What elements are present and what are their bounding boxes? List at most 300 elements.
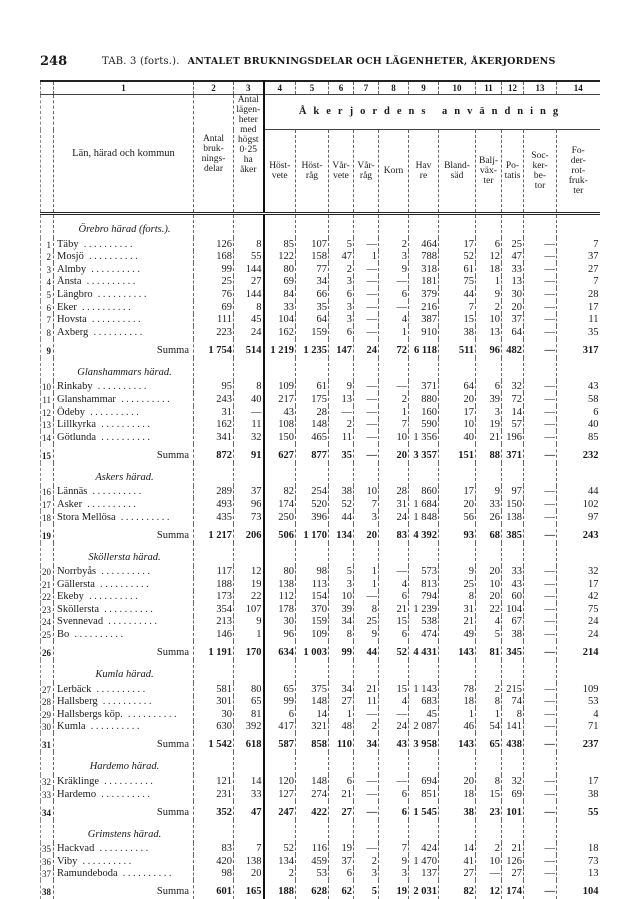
value-cell: 120: [264, 775, 296, 788]
value-cell: 4: [379, 314, 409, 327]
value-cell: 21: [502, 843, 524, 856]
value-cell: 27: [557, 263, 600, 276]
value-cell: 24: [379, 511, 409, 524]
value-cell: 101: [502, 801, 524, 820]
value-cell: 223: [194, 326, 234, 339]
district-heading: Askers härad.: [54, 463, 194, 486]
value-cell: 96: [234, 498, 264, 511]
value-cell: 47: [329, 251, 354, 264]
value-cell: [409, 214, 439, 239]
value-cell: 8: [439, 591, 476, 604]
value-cell: [524, 358, 557, 381]
value-cell: 34: [329, 616, 354, 629]
value-cell: 5: [329, 566, 354, 579]
value-cell: —: [524, 288, 557, 301]
value-cell: 1: [354, 566, 379, 579]
value-cell: [264, 358, 296, 381]
value-cell: 138: [502, 511, 524, 524]
value-cell: 102: [557, 498, 600, 511]
value-cell: [502, 463, 524, 486]
value-cell: [329, 660, 354, 683]
value-cell: 77: [296, 263, 329, 276]
value-cell: [409, 752, 439, 775]
subheader-cell: Balj- väx- ter: [476, 130, 502, 214]
value-cell: 4 392: [409, 524, 439, 543]
value-cell: 514: [234, 339, 264, 358]
value-cell: 88: [476, 444, 502, 463]
value-cell: 8: [329, 628, 354, 641]
value-cell: 4 431: [409, 641, 439, 660]
value-cell: 10: [476, 855, 502, 868]
value-cell: [409, 358, 439, 381]
value-cell: 1 848: [409, 511, 439, 524]
value-cell: [354, 820, 379, 843]
value-cell: [502, 752, 524, 775]
subheader-cell: Höst- vete: [264, 130, 296, 214]
value-cell: 27: [234, 276, 264, 289]
municipality-label: Längbro: [57, 288, 93, 300]
value-cell: 1 356: [409, 431, 439, 444]
value-cell: —: [524, 419, 557, 432]
row-number: 35: [41, 843, 54, 856]
value-cell: 148: [296, 775, 329, 788]
value-cell: 150: [264, 431, 296, 444]
column-number: 2: [194, 81, 234, 95]
value-cell: 7: [439, 301, 476, 314]
table-row: [41, 775, 600, 788]
value-cell: [194, 358, 234, 381]
table-row: [41, 868, 600, 881]
value-cell: —: [329, 406, 354, 419]
district-heading: Hardemo härad.: [54, 752, 194, 775]
row-number: 27: [41, 683, 54, 696]
value-cell: 3: [379, 251, 409, 264]
value-cell: —: [524, 339, 557, 358]
value-cell: —: [524, 511, 557, 524]
table-title-text: ANTALET BRUKNINGSDELAR OCH LÄGENHETER, ÅKERJORDENS: [187, 56, 556, 67]
value-cell: [476, 463, 502, 486]
value-cell: 78: [439, 683, 476, 696]
value-cell: —: [524, 566, 557, 579]
value-cell: 10: [476, 578, 502, 591]
value-cell: —: [524, 238, 557, 251]
value-cell: 880: [409, 393, 439, 406]
column-number: 6: [329, 81, 354, 95]
value-cell: 18: [439, 696, 476, 709]
value-cell: 21: [329, 788, 354, 801]
value-cell: 52: [439, 251, 476, 264]
value-cell: 32: [502, 381, 524, 394]
value-cell: 206: [234, 524, 264, 543]
table-row: [41, 683, 600, 696]
column-number: 7: [354, 81, 379, 95]
value-cell: 20: [379, 444, 409, 463]
subheader-cell: Korn: [379, 130, 409, 214]
value-cell: 174: [502, 880, 524, 899]
value-cell: [557, 820, 600, 843]
value-cell: 34: [296, 276, 329, 289]
value-cell: 19: [234, 578, 264, 591]
value-cell: [557, 358, 600, 381]
value-cell: 96: [476, 339, 502, 358]
value-cell: [502, 820, 524, 843]
value-cell: 14: [234, 775, 264, 788]
municipality-label: Rinkaby: [57, 381, 93, 393]
row-number: [41, 660, 54, 683]
value-cell: 438: [502, 733, 524, 752]
municipality-label: Kräklinge: [57, 776, 99, 788]
value-cell: —: [524, 431, 557, 444]
municipality-label: Götlunda: [57, 431, 97, 443]
value-cell: 160: [409, 406, 439, 419]
value-cell: 40: [557, 419, 600, 432]
value-cell: —: [354, 788, 379, 801]
value-cell: 1 754: [194, 339, 234, 358]
value-cell: [264, 214, 296, 239]
value-cell: 67: [502, 616, 524, 629]
value-cell: 385: [502, 524, 524, 543]
value-cell: 17: [439, 486, 476, 499]
value-cell: 64: [502, 326, 524, 339]
leader-dots: ..........: [96, 419, 153, 431]
value-cell: [354, 660, 379, 683]
row-number: 8: [41, 326, 54, 339]
value-cell: 216: [409, 301, 439, 314]
value-cell: 9: [476, 288, 502, 301]
table-row: [41, 301, 600, 314]
value-cell: 5: [476, 628, 502, 641]
leader-dots: ..........: [76, 301, 134, 313]
value-cell: 21: [354, 683, 379, 696]
value-cell: 17: [439, 238, 476, 251]
value-cell: 1: [379, 326, 409, 339]
value-cell: 144: [234, 288, 264, 301]
value-cell: 83: [379, 524, 409, 543]
row-number: 12: [41, 406, 54, 419]
value-cell: [524, 463, 557, 486]
value-cell: 341: [194, 431, 234, 444]
value-cell: 10: [379, 431, 409, 444]
municipality-name: [54, 288, 194, 301]
row-number: 22: [41, 591, 54, 604]
value-cell: 13: [476, 326, 502, 339]
value-cell: 3: [354, 868, 379, 881]
leader-dots: ..........: [87, 486, 144, 498]
value-cell: 44: [557, 486, 600, 499]
column-number: 8: [379, 81, 409, 95]
value-cell: 80: [264, 566, 296, 579]
value-cell: [557, 214, 600, 239]
municipality-label: Asker: [57, 498, 83, 510]
value-cell: 38: [502, 628, 524, 641]
value-cell: 52: [379, 641, 409, 660]
value-cell: [264, 752, 296, 775]
value-cell: 587: [264, 733, 296, 752]
value-cell: [194, 214, 234, 239]
value-cell: 794: [409, 591, 439, 604]
value-cell: [524, 543, 557, 566]
value-cell: 134: [264, 855, 296, 868]
municipality-label: Axberg: [57, 326, 89, 338]
value-cell: 39: [476, 393, 502, 406]
value-cell: 20: [476, 566, 502, 579]
value-cell: [329, 820, 354, 843]
value-cell: —: [524, 801, 557, 820]
value-cell: 95: [194, 381, 234, 394]
value-cell: 45: [409, 708, 439, 721]
value-cell: 126: [502, 855, 524, 868]
value-cell: —: [354, 276, 379, 289]
value-cell: 6: [329, 868, 354, 881]
table-row: [41, 326, 600, 339]
row-number: 31: [41, 733, 54, 752]
value-cell: 43: [557, 381, 600, 394]
value-cell: 422: [296, 801, 329, 820]
column-number: 13: [524, 81, 557, 95]
value-cell: 396: [296, 511, 329, 524]
value-cell: 14: [439, 843, 476, 856]
row-number: [41, 752, 54, 775]
value-cell: 274: [296, 788, 329, 801]
row-number: 13: [41, 419, 54, 432]
leader-dots: ..........: [81, 276, 138, 288]
value-cell: 464: [409, 238, 439, 251]
value-cell: 493: [194, 498, 234, 511]
value-cell: 20: [439, 498, 476, 511]
municipality-name: [54, 683, 194, 696]
value-cell: 104: [557, 880, 600, 899]
value-cell: 47: [502, 251, 524, 264]
value-cell: 9: [354, 628, 379, 641]
value-cell: 17: [557, 301, 600, 314]
municipality-label: Almby: [57, 263, 87, 275]
leader-dots: ..........: [77, 855, 134, 867]
value-cell: 147: [329, 339, 354, 358]
value-cell: 82: [439, 880, 476, 899]
value-cell: [194, 820, 234, 843]
table-row: [41, 393, 600, 406]
leader-dots: ..........: [99, 776, 156, 788]
value-cell: 55: [557, 801, 600, 820]
value-cell: 9: [329, 381, 354, 394]
leader-dots: ..........: [85, 406, 142, 418]
value-cell: 10: [476, 314, 502, 327]
value-cell: [296, 358, 329, 381]
value-cell: 34: [354, 733, 379, 752]
value-cell: —: [379, 276, 409, 289]
municipality-label: Lillkyrka: [57, 419, 97, 431]
value-cell: 159: [296, 616, 329, 629]
value-cell: 73: [234, 511, 264, 524]
value-cell: 214: [557, 641, 600, 660]
value-cell: 8: [476, 775, 502, 788]
value-cell: 24: [557, 628, 600, 641]
value-cell: 9: [379, 855, 409, 868]
value-cell: [194, 543, 234, 566]
value-cell: 6: [379, 288, 409, 301]
value-cell: 37: [502, 314, 524, 327]
section-heading-row: [41, 463, 600, 486]
value-cell: 122: [264, 251, 296, 264]
value-cell: 158: [296, 251, 329, 264]
value-cell: 1: [379, 406, 409, 419]
value-cell: [379, 543, 409, 566]
summa-label: Summa: [54, 524, 194, 543]
value-cell: 170: [234, 641, 264, 660]
value-cell: 65: [264, 683, 296, 696]
value-cell: 44: [329, 511, 354, 524]
value-cell: 47: [234, 801, 264, 820]
value-cell: [264, 820, 296, 843]
value-cell: —: [354, 431, 379, 444]
value-cell: 85: [264, 238, 296, 251]
value-cell: 28: [379, 486, 409, 499]
value-cell: 107: [296, 238, 329, 251]
value-cell: [354, 543, 379, 566]
column-number: 3: [234, 81, 264, 95]
value-cell: 37: [557, 251, 600, 264]
value-cell: [234, 214, 264, 239]
value-cell: 1: [476, 708, 502, 721]
municipality-label: Gällersta: [57, 578, 95, 590]
value-cell: —: [354, 288, 379, 301]
leader-dots: ..........: [99, 603, 156, 615]
value-cell: 75: [439, 276, 476, 289]
value-cell: 20: [439, 775, 476, 788]
value-cell: 2: [329, 419, 354, 432]
row-number: 10: [41, 381, 54, 394]
table-title: [102, 56, 556, 67]
value-cell: [296, 543, 329, 566]
value-cell: 2: [476, 843, 502, 856]
municipality-name: [54, 381, 194, 394]
row-number: [41, 358, 54, 381]
value-cell: 321: [296, 721, 329, 734]
leader-dots: ..........: [78, 238, 135, 250]
value-cell: 6: [557, 406, 600, 419]
value-cell: 28: [557, 288, 600, 301]
value-cell: 11: [354, 696, 379, 709]
value-cell: 138: [264, 578, 296, 591]
value-cell: —: [524, 843, 557, 856]
municipality-name: [54, 314, 194, 327]
row-number: 14: [41, 431, 54, 444]
value-cell: 13: [502, 276, 524, 289]
value-cell: 25: [439, 578, 476, 591]
value-cell: [234, 820, 264, 843]
municipality-name: [54, 419, 194, 432]
value-cell: 877: [296, 444, 329, 463]
value-cell: [379, 463, 409, 486]
value-cell: 6: [379, 801, 409, 820]
municipality-name: [54, 591, 194, 604]
value-cell: 18: [476, 263, 502, 276]
value-cell: 12: [476, 251, 502, 264]
value-cell: 813: [409, 578, 439, 591]
value-cell: 3: [379, 868, 409, 881]
value-cell: [476, 543, 502, 566]
value-cell: 371: [502, 444, 524, 463]
subheader-cell: Soc- ker- be- tor: [524, 130, 557, 214]
value-cell: [439, 752, 476, 775]
municipality-name: [54, 566, 194, 579]
value-cell: 159: [296, 326, 329, 339]
municipality-name: [54, 301, 194, 314]
leader-dots: ..........: [122, 708, 180, 720]
value-cell: 108: [264, 419, 296, 432]
value-cell: 43: [379, 733, 409, 752]
value-cell: 11: [329, 431, 354, 444]
value-cell: 520: [296, 498, 329, 511]
value-cell: 7: [557, 276, 600, 289]
value-cell: —: [379, 566, 409, 579]
leader-dots: ..........: [88, 326, 145, 338]
value-cell: 196: [502, 431, 524, 444]
value-cell: 3 357: [409, 444, 439, 463]
statistics-table: [40, 80, 600, 899]
value-cell: 45: [234, 314, 264, 327]
value-cell: 20: [439, 393, 476, 406]
value-cell: 459: [296, 855, 329, 868]
value-cell: 3: [329, 301, 354, 314]
column-number: 9: [409, 81, 439, 95]
value-cell: 247: [264, 801, 296, 820]
value-cell: [194, 752, 234, 775]
value-cell: —: [524, 868, 557, 881]
value-cell: —: [524, 498, 557, 511]
value-cell: —: [354, 406, 379, 419]
municipality-name: [54, 696, 194, 709]
value-cell: 243: [194, 393, 234, 406]
value-cell: [439, 214, 476, 239]
subheader-cell: Fo- der- rot- fruk- ter: [557, 130, 600, 214]
section-heading-row: [41, 543, 600, 566]
value-cell: 35: [557, 326, 600, 339]
municipality-label: Eker: [57, 301, 77, 313]
value-cell: [296, 214, 329, 239]
value-cell: 627: [264, 444, 296, 463]
municipality-name: [54, 498, 194, 511]
value-cell: [439, 820, 476, 843]
value-cell: 56: [439, 511, 476, 524]
value-cell: 188: [194, 578, 234, 591]
value-cell: 8: [354, 603, 379, 616]
value-cell: —: [524, 721, 557, 734]
value-cell: —: [354, 393, 379, 406]
municipality-label: Ramundeboda: [57, 868, 118, 880]
value-cell: [329, 543, 354, 566]
value-cell: 1 239: [409, 603, 439, 616]
subheader-cell: Po- tatis: [502, 130, 524, 214]
municipality-name: [54, 843, 194, 856]
municipality-label: Hackvad: [57, 843, 95, 855]
value-cell: 7: [234, 843, 264, 856]
leader-dots: ..........: [85, 721, 142, 733]
table-row: [41, 381, 600, 394]
subheader-cell: Vår- vete: [329, 130, 354, 214]
value-cell: 5: [329, 238, 354, 251]
value-cell: 6: [476, 381, 502, 394]
value-cell: 788: [409, 251, 439, 264]
value-cell: [439, 543, 476, 566]
value-cell: 173: [194, 591, 234, 604]
value-cell: 7: [557, 238, 600, 251]
value-cell: —: [354, 775, 379, 788]
value-cell: 628: [296, 880, 329, 899]
summa-label: Summa: [54, 880, 194, 899]
value-cell: [476, 214, 502, 239]
value-cell: 10: [329, 591, 354, 604]
